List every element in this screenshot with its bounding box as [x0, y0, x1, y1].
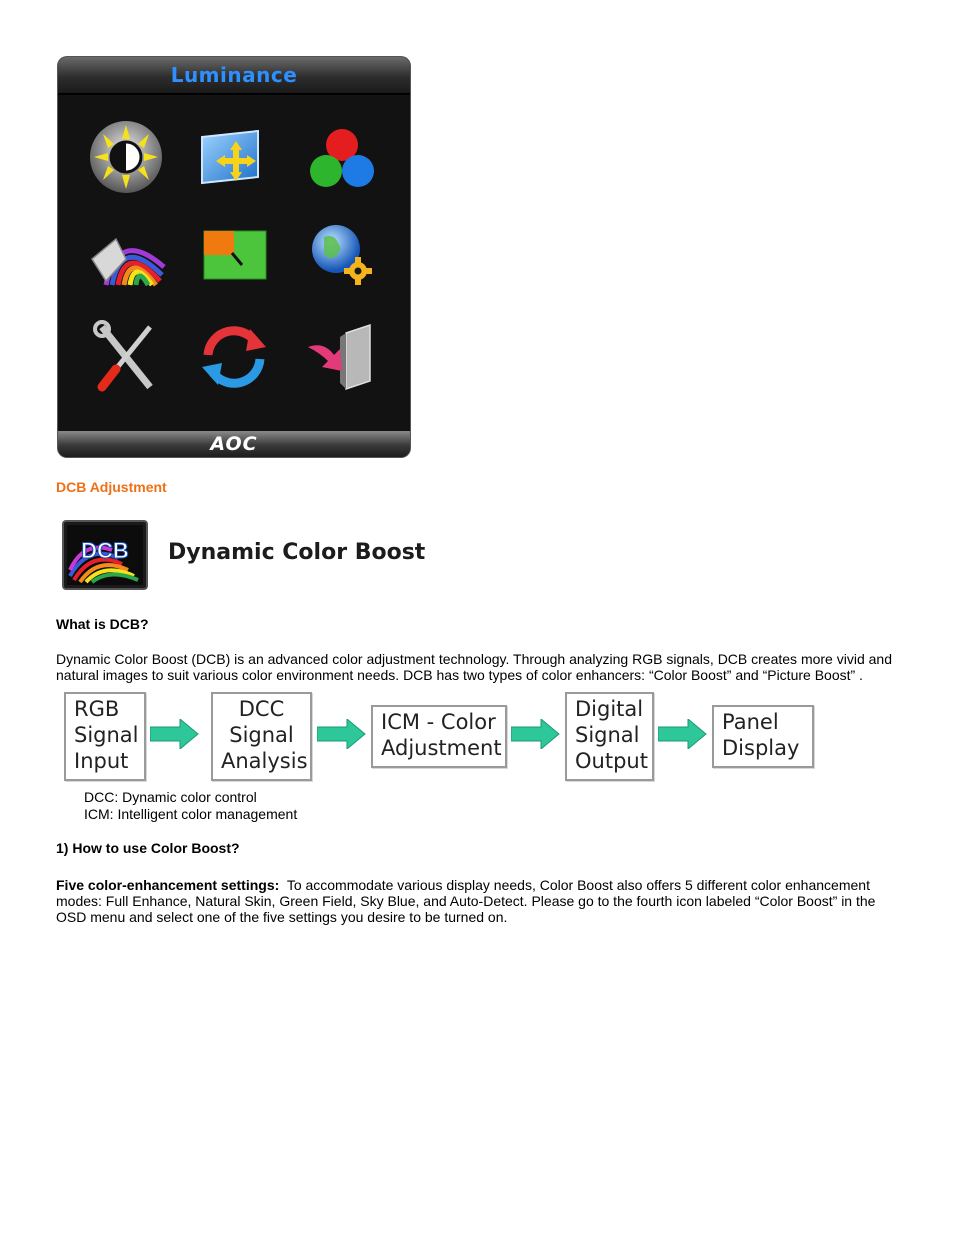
- osd-header: [58, 57, 410, 95]
- flow-box-line: Signal: [229, 723, 294, 747]
- flow-box-line: Input: [74, 749, 129, 773]
- flow-box-line: Display: [722, 736, 800, 760]
- flow-arrow-icon: [317, 719, 367, 749]
- flow-box-line: ICM - Color: [381, 710, 496, 734]
- flow-box-line: Panel: [722, 710, 779, 734]
- flow-arrow-icon: [511, 719, 561, 749]
- note-icm: ICM: Intelligent color management: [84, 806, 298, 822]
- picture-boost-icon[interactable]: [186, 215, 282, 295]
- flow-box-line: RGB: [74, 697, 120, 721]
- osd-setup-icon[interactable]: [294, 215, 390, 295]
- image-setup-icon[interactable]: [186, 117, 282, 197]
- factory-reset-icon[interactable]: [186, 317, 282, 397]
- osd-title: Luminance: [170, 63, 298, 87]
- dcb-title: Dynamic Color Boost: [168, 540, 426, 565]
- luminance-sun-icon[interactable]: [78, 117, 174, 197]
- flow-box-digital-output: [565, 692, 654, 781]
- color-temperature-icon[interactable]: [294, 117, 390, 197]
- how-to-body: To accommodate various display needs, Color Boost also offers 5 different color enhancement modes: Full Enhance, Natural Skin, Green Field, Sky Blue, and Auto-Detect. Please go to the fourth icon labeled “Color Boost” in the OSD menu and select one of the five settings you desire to be turned on.: [56, 877, 876, 925]
- aoc-logo: AOC: [210, 433, 258, 455]
- flow-box-line: Analysis: [221, 749, 308, 773]
- osd-footer: [58, 431, 410, 457]
- how-to-label: Five color-enhancement settings:: [56, 877, 280, 893]
- exit-icon[interactable]: [294, 317, 390, 397]
- flow-box-rgb-input: [64, 692, 146, 781]
- how-to-heading: 1) How to use Color Boost?: [56, 840, 240, 856]
- dcb-logo: [62, 520, 148, 590]
- color-boost-icon[interactable]: [78, 215, 174, 295]
- flow-box-line: Adjustment: [381, 736, 502, 760]
- extra-tools-icon[interactable]: [78, 317, 174, 397]
- what-is-heading: What is DCB?: [56, 616, 149, 632]
- flow-box-line: Signal: [575, 723, 640, 747]
- flow-box-icm-adjustment: [371, 705, 507, 768]
- osd-menu: [58, 57, 410, 457]
- note-dcc: DCC: Dynamic color control: [84, 789, 257, 805]
- how-to-text: [56, 877, 906, 925]
- flow-arrow-icon: [658, 719, 708, 749]
- section-title: DCB Adjustment: [56, 479, 167, 495]
- flow-box-dcc-analysis: [211, 692, 312, 781]
- flow-box-line: Output: [575, 749, 648, 773]
- flow-box-line: Signal: [74, 723, 139, 747]
- dcb-logo-text: DCB: [81, 538, 129, 563]
- flow-arrow-icon: [150, 719, 200, 749]
- what-is-text: Dynamic Color Boost (DCB) is an advanced color adjustment technology. Through analyzing RGB signals, DCB creates more vivid and natural images to suit various color environment needs. DCB has two types of color enhancers: “Color Boost” and “Picture Boost” .: [56, 651, 892, 683]
- flow-box-line: Digital: [575, 697, 644, 721]
- flow-box-line: DCC: [238, 697, 285, 721]
- flow-box-panel-display: [712, 705, 814, 768]
